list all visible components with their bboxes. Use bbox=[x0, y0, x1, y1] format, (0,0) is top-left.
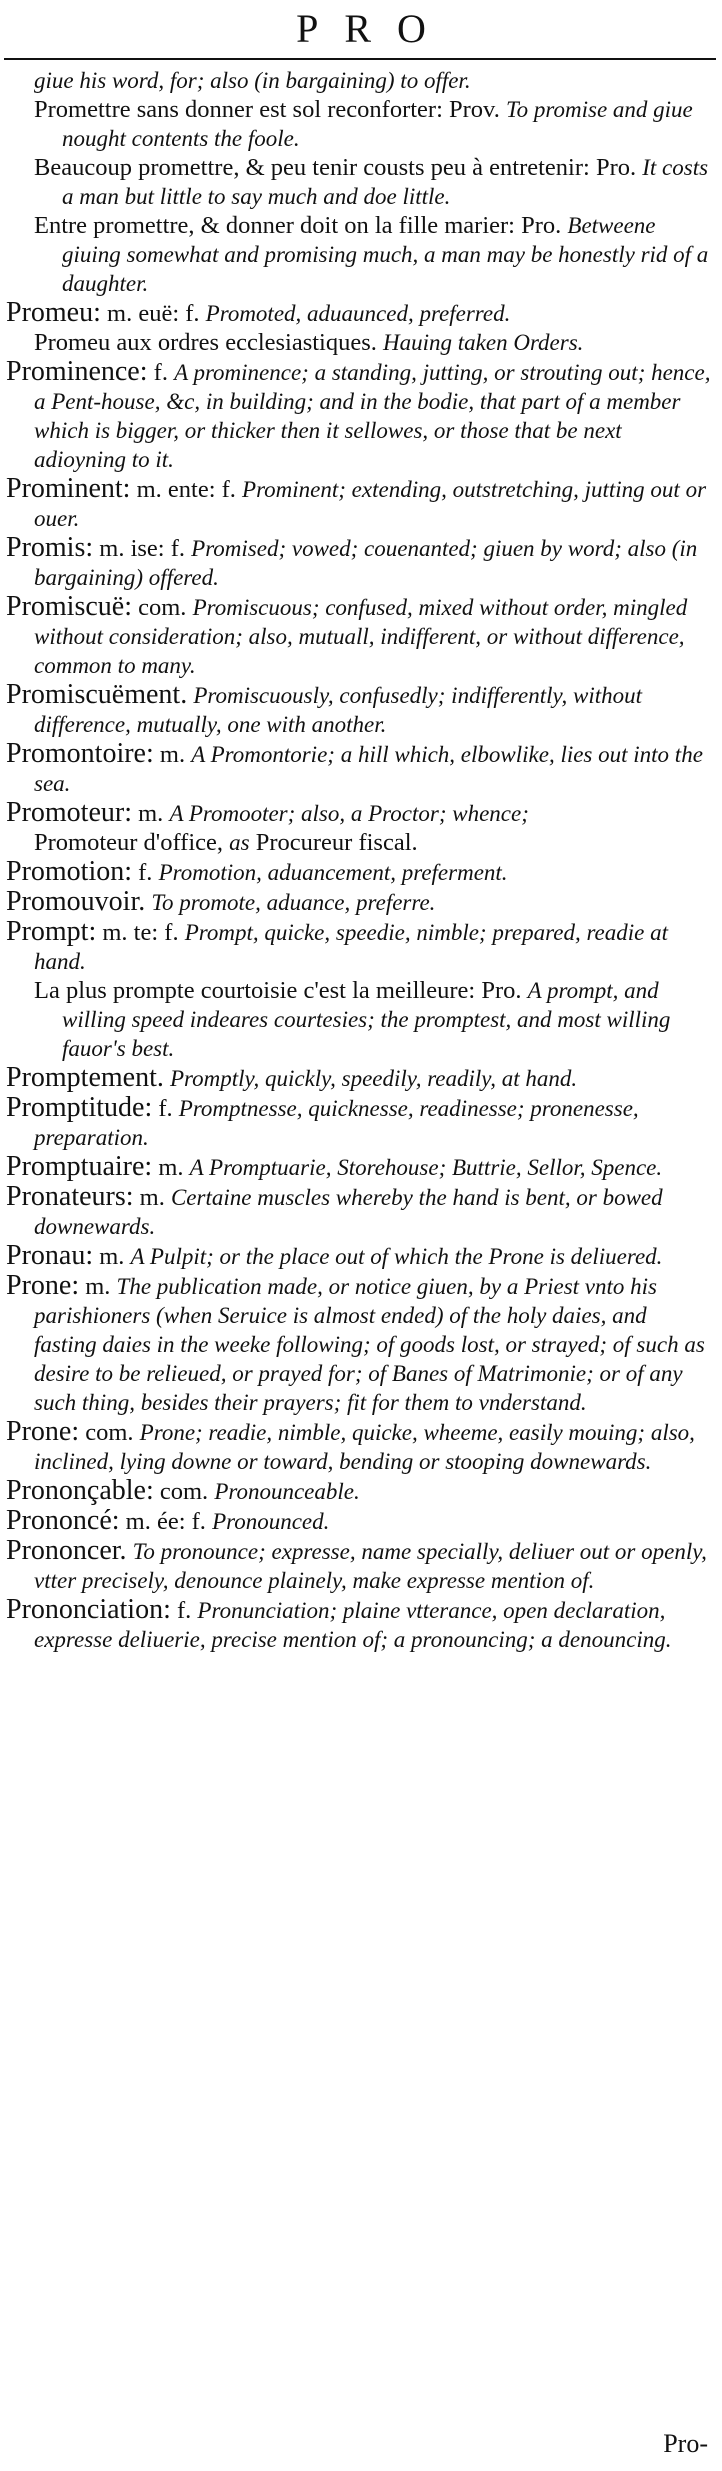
entry-headword: Promis: bbox=[6, 532, 94, 563]
proverb-subentry bbox=[6, 95, 714, 153]
entry-translation: Promptnesse, quicknesse, readinesse; pronenesse, preparation. bbox=[34, 1096, 639, 1150]
dictionary-entry bbox=[6, 592, 714, 680]
entry-grammar: m. euë: f. bbox=[107, 300, 200, 327]
entry-translation: Prominent; extending, outstretching, jutting out or ouer. bbox=[34, 477, 707, 531]
subentry-translation: Betweene giuing somewhat and promising much, a man may be honestly rid of a daughter. bbox=[62, 213, 709, 296]
entry-headword: Promptitude: bbox=[6, 1092, 153, 1123]
entry-translation: Pronunciation; plaine vtterance, open declaration, expresse deliuerie, precise mention of; a pronouncing; a denouncing. bbox=[34, 1598, 672, 1652]
entry-headword: Promptement. bbox=[6, 1062, 164, 1093]
subentry-french: Entre promettre, & donner doit on la fille marier: Pro. bbox=[34, 212, 562, 239]
subentry-translation: Hauing taken Orders. bbox=[383, 330, 584, 355]
dictionary-entry bbox=[6, 1093, 714, 1152]
dictionary-entry bbox=[6, 798, 714, 828]
entry-headword: Prononcé: bbox=[6, 1505, 120, 1536]
proverb-subentry bbox=[6, 328, 714, 357]
continued-translation: giue his word, for; also (in bargaining) to offer. bbox=[34, 68, 471, 93]
dictionary-entry bbox=[6, 917, 714, 976]
running-head: PRO bbox=[296, 6, 452, 51]
entry-headword: Prone: bbox=[6, 1270, 80, 1301]
entry-headword: Prononciation: bbox=[6, 1594, 171, 1625]
subentry-french-equivalent: Procureur fiscal. bbox=[255, 829, 418, 856]
entry-headword: Promouvoir. bbox=[6, 886, 146, 917]
dictionary-entry bbox=[6, 1241, 714, 1271]
dictionary-entry bbox=[6, 1063, 714, 1093]
entry-headword: Promeu: bbox=[6, 297, 101, 328]
entry-headword: Prominent: bbox=[6, 473, 131, 504]
entry-headword: Promiscuë: bbox=[6, 591, 132, 622]
entry-grammar: f. bbox=[158, 1095, 173, 1122]
entry-headword: Promiscuëment. bbox=[6, 679, 188, 710]
dictionary-entry bbox=[6, 857, 714, 887]
dictionary-entry bbox=[6, 533, 714, 592]
subentry-french: Beaucoup promettre, & peu tenir cousts peu à entretenir: Pro. bbox=[34, 154, 637, 181]
dictionary-entry bbox=[6, 680, 714, 739]
continued-entry bbox=[6, 66, 714, 95]
dictionary-entry bbox=[6, 1595, 714, 1654]
catchword: Pro- bbox=[663, 2429, 708, 2458]
dictionary-entry bbox=[6, 1536, 714, 1595]
entry-grammar: m. bbox=[159, 741, 186, 768]
entry-translation: Pronounceable. bbox=[214, 1479, 360, 1504]
entry-headword: Promoteur: bbox=[6, 797, 132, 828]
dictionary-entry bbox=[6, 1271, 714, 1417]
entry-grammar: m. bbox=[85, 1273, 111, 1300]
entry-grammar: com. bbox=[138, 594, 187, 621]
entry-headword: Promptuaire: bbox=[6, 1151, 153, 1182]
entry-translation: Prompt, quicke, speedie, nimble; prepared, readie at hand. bbox=[34, 920, 668, 974]
subentry-translation: A prompt, and willing speed indeares courtesies; the promptest, and most willing fauor's best. bbox=[62, 978, 671, 1061]
entry-translation: Promotion, aduancement, preferment. bbox=[158, 860, 508, 885]
proverb-subentry bbox=[6, 211, 714, 298]
entry-headword: Pronateurs: bbox=[6, 1181, 134, 1212]
subentry-translation: as bbox=[229, 830, 250, 855]
subentry-french: Promoteur d'office, bbox=[34, 829, 224, 856]
entry-grammar: m. ée: f. bbox=[125, 1508, 206, 1535]
subentry-translation: It costs a man but little to say much and doe little. bbox=[62, 155, 709, 209]
proverb-subentry bbox=[6, 976, 714, 1063]
entry-headword: Prononcer. bbox=[6, 1535, 127, 1566]
entry-translation: The publication made, or notice giuen, by a Priest vnto his parishioners (when Seruice is almost ended) of the holy daies, and fasting daies in the weeke following; of goods lost, or strayed; of such as desire to be relieued, or prayed for; of Banes of Matrimonie; or of any such thing, besides their prayers; fit for them to vnderstand. bbox=[34, 1274, 705, 1415]
entry-headword: Prononçable: bbox=[6, 1475, 154, 1506]
entry-translation: Promoted, aduaunced, preferred. bbox=[205, 301, 511, 326]
dictionary-entry bbox=[6, 1182, 714, 1241]
proverb-subentry bbox=[6, 153, 714, 211]
entry-grammar: com. bbox=[159, 1478, 209, 1505]
entry-grammar: m. ente: f. bbox=[136, 476, 236, 503]
entry-grammar: f. bbox=[138, 859, 153, 886]
entry-grammar: f. bbox=[153, 359, 168, 386]
subentry-french: Promettre sans donner est sol reconforter: Prov. bbox=[34, 96, 500, 123]
entry-translation: A Pulpit; or the place out of which the Prone is deliuered. bbox=[130, 1244, 663, 1269]
proverb-subentry bbox=[6, 828, 714, 857]
entry-headword: Promotion: bbox=[6, 856, 133, 887]
entry-grammar: m. te: f. bbox=[102, 919, 179, 946]
dictionary-entry bbox=[6, 298, 714, 328]
entry-headword: Pronau: bbox=[6, 1240, 94, 1271]
entry-translation: A Promooter; also, a Proctor; whence; bbox=[169, 801, 529, 826]
entry-grammar: m. bbox=[99, 1243, 125, 1270]
dictionary-entry bbox=[6, 474, 714, 533]
entry-translation: A prominence; a standing, jutting, or strouting out; hence, a Pent-house, &c, in building; and in the bodie, that part of a member which is bigger, or thicker then it sellowes, or those that be next adioyning to it. bbox=[34, 360, 711, 472]
dictionary-entry bbox=[6, 739, 714, 798]
entry-translation: Promiscuous; confused, mixed without order, mingled without consideration; also, mutuall, indifferent, or without difference, common to many. bbox=[34, 595, 688, 678]
entry-translation: A Promontorie; a hill which, elbowlike, lies out into the sea. bbox=[34, 742, 703, 796]
entry-grammar: m. ise: f. bbox=[99, 535, 186, 562]
dictionary-entry bbox=[6, 1476, 714, 1506]
entry-headword: Prompt: bbox=[6, 916, 97, 947]
entry-translation: Certaine muscles whereby the hand is bent, or bowed downewards. bbox=[34, 1185, 663, 1239]
entry-translation: Promised; vowed; couenanted; giuen by word; also (in bargaining) offered. bbox=[34, 536, 698, 590]
entry-grammar: com. bbox=[85, 1419, 134, 1446]
dictionary-entry bbox=[6, 1417, 714, 1476]
entry-translation: To promote, aduance, preferre. bbox=[151, 890, 436, 915]
subentry-french: La plus prompte courtoisie c'est la meilleure: Pro. bbox=[34, 977, 522, 1004]
entry-translation: Pronounced. bbox=[212, 1509, 330, 1534]
subentry-translation: To promise and giue nought contents the foole. bbox=[62, 97, 693, 151]
entry-translation: Promiscuously, confusedly; indifferently, without difference, mutually, one with another. bbox=[34, 683, 642, 737]
entry-grammar: m. bbox=[139, 1184, 165, 1211]
dictionary-entry bbox=[6, 357, 714, 474]
entry-headword: Prominence: bbox=[6, 356, 148, 387]
entry-headword: Prone: bbox=[6, 1416, 80, 1447]
entry-translation: Promptly, quickly, speedily, readily, at hand. bbox=[170, 1066, 578, 1091]
entry-grammar: m. bbox=[138, 800, 164, 827]
dictionary-entry bbox=[6, 1152, 714, 1182]
entry-grammar: m. bbox=[158, 1154, 184, 1181]
subentry-french: Promeu aux ordres ecclesiastiques. bbox=[34, 329, 377, 356]
entry-translation: A Promptuarie, Storehouse; Buttrie, Sellor, Spence. bbox=[189, 1155, 663, 1180]
entry-translation: Prone; readie, nimble, quicke, wheeme, easily mouing; also, inclined, lying downe or toward, bending or stooping downewards. bbox=[34, 1420, 695, 1474]
entry-grammar: f. bbox=[177, 1597, 192, 1624]
dictionary-entry bbox=[6, 887, 714, 917]
entry-translation: To pronounce; expresse, name specially, deliuer out or openly, vtter precisely, denounce plainely, make expresse mention of. bbox=[34, 1539, 707, 1593]
entry-headword: Promontoire: bbox=[6, 738, 154, 769]
dictionary-entry bbox=[6, 1506, 714, 1536]
entries-column bbox=[0, 60, 722, 1654]
